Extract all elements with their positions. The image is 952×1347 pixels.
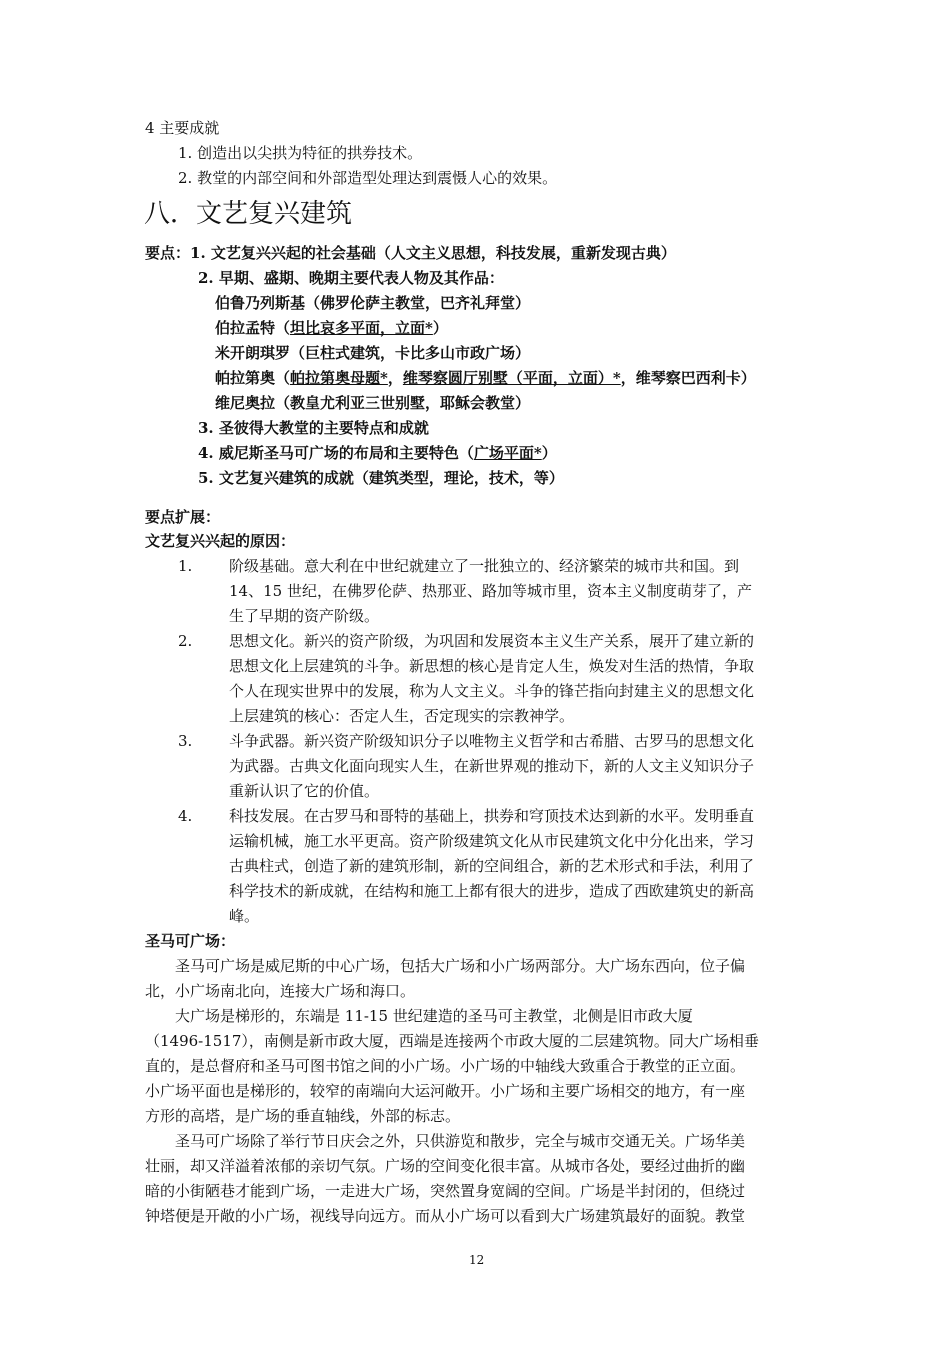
- underlined-text: 广场平面*: [473, 444, 542, 462]
- keypoints-label: 要点：: [145, 244, 191, 262]
- sanmarco-title: 圣马可广场：: [145, 932, 236, 950]
- underlined-text: 坦比哀多平面，立面*: [290, 319, 433, 337]
- text-span: ）: [541, 444, 557, 462]
- expand-label: 要点扩展：: [145, 508, 221, 526]
- text-span: 帕拉第奥（: [215, 369, 291, 387]
- paragraph-line: 暗的小街陋巷才能到广场，一走进大广场，突然置身宽阔的空间。广场是半封闭的，但绕过: [145, 1182, 746, 1200]
- keypoint-1: 1. 文艺复兴兴起的社会基础（人文主义思想，科技发展，重新发现古典）: [190, 244, 676, 262]
- architect-bramante: [215, 318, 448, 338]
- reason-line: 科学技术的新成就，在结构和施工上都有很大的进步，造成了西欧建筑史的新高: [229, 882, 755, 900]
- reason-number: 2.: [178, 632, 193, 650]
- reason-line: 生了早期的资产阶级。: [229, 607, 380, 625]
- section-title: 八．文艺复兴建筑: [144, 199, 353, 229]
- text-span: 4. 威尼斯圣马可广场的布局和主要特色（: [198, 444, 474, 462]
- reason-line: 科技发展。在古罗马和哥特的基础上，拱券和穹顶技术达到新的水平。发明垂直: [229, 807, 755, 825]
- reason-line: 古典柱式，创造了新的建筑形制，新的空间组合，新的艺术形式和手法，利用了: [229, 857, 755, 875]
- reasons-title: 文艺复兴兴起的原因：: [145, 532, 296, 550]
- reason-line: 思想文化。新兴的资产阶级，为巩固和发展资本主义生产关系，展开了建立新的: [229, 632, 755, 650]
- architect-michelangelo: 米开朗琪罗（巨柱式建筑，卡比多山市政广场）: [215, 344, 531, 362]
- architect-vignola: 维尼奥拉（教皇尤利亚三世别墅，耶稣会教堂）: [215, 394, 531, 412]
- reason-line: 思想文化上层建筑的斗争。新思想的核心是肯定人生，焕发对生活的热情，争取: [229, 657, 755, 675]
- reason-number: 4.: [178, 807, 193, 825]
- architect-brunelleschi: 伯鲁乃列斯基（佛罗伦萨主教堂，巴齐礼拜堂）: [215, 294, 531, 312]
- reason-number: 3.: [178, 732, 193, 750]
- keypoint-3: 3. 圣彼得大教堂的主要特点和成就: [198, 419, 429, 437]
- page-number: 12: [469, 1253, 485, 1267]
- reason-line: 重新认识了它的价值。: [229, 782, 380, 800]
- underlined-text: 维琴察圆厅别墅（平面，立面）*: [402, 369, 621, 387]
- paragraph-line: 大广场是梯形的，东端是 11-15 世纪建造的圣马可主教堂，北侧是旧市政大厦: [145, 1007, 693, 1025]
- reason-line: 峰。: [229, 907, 260, 925]
- reason-line: 上层建筑的核心：否定人生，否定现实的宗教神学。: [229, 707, 575, 725]
- paragraph-line: 钟塔便是开敞的小广场，视线导向远方。而从小广场可以看到大广场建筑最好的面貌。教堂: [145, 1207, 746, 1225]
- keypoints-block: [145, 243, 676, 263]
- text-span: ，: [387, 369, 403, 387]
- keypoint-4: [198, 443, 557, 463]
- reason-line: 为武器。古典文化面向现实人生，在新世界观的推动下，新的人文主义知识分子: [229, 757, 755, 775]
- reason-line: 阶级基础。意大利在中世纪就建立了一批独立的、经济繁荣的城市共和国。到: [229, 557, 740, 575]
- paragraph-line: 小广场平面也是梯形的，较窄的南端向大运河敞开。小广场和主要广场相交的地方，有一座: [145, 1082, 746, 1100]
- reason-line: 运输机械，施工水平更高。资产阶级建筑文化从市民建筑文化中分化出来，学习: [229, 832, 755, 850]
- list-item: 1. 创造出以尖拱为特征的拱券技术。: [178, 144, 423, 162]
- underlined-text: 帕拉第奥母题*: [290, 369, 388, 387]
- keypoint-2: 2. 早期、盛期、晚期主要代表人物及其作品：: [198, 269, 504, 287]
- paragraph-line: 直的，是总督府和圣马可图书馆之间的小广场。小广场的中轴线大致重合于教堂的正立面。: [145, 1057, 746, 1075]
- reason-line: 个人在现实世界中的发展，称为人文主义。斗争的锋芒指向封建主义的思想文化: [229, 682, 755, 700]
- keypoint-5: 5. 文艺复兴建筑的成就（建筑类型，理论，技术，等）: [198, 469, 564, 487]
- paragraph-line: （1496-1517），南侧是新市政大厦，西端是连接两个市政大厦的二层建筑物。同大广场相垂: [145, 1032, 759, 1050]
- architect-palladio: [215, 368, 756, 388]
- paragraph-line: 圣马可广场是威尼斯的中心广场，包括大广场和小广场两部分。大广场东西向，位子偏: [145, 957, 746, 975]
- text-span: ）: [432, 319, 448, 337]
- reason-line: 14、15 世纪，在佛罗伦萨、热那亚、路加等城市里，资本主义制度萌芽了，产: [229, 582, 752, 600]
- text-span: 伯拉孟特（: [215, 319, 291, 337]
- paragraph-line: 北，小广场南北向，连接大广场和海口。: [145, 982, 416, 1000]
- text-span: ，维琴察巴西利卡）: [620, 369, 756, 387]
- reason-line: 斗争武器。新兴资产阶级知识分子以唯物主义哲学和古希腊、古罗马的思想文化: [229, 732, 755, 750]
- paragraph-line: 圣马可广场除了举行节日庆会之外，只供游览和散步，完全与城市交通无关。广场华美: [145, 1132, 746, 1150]
- paragraph-line: 方形的高塔，是广场的垂直轴线，外部的标志。: [145, 1107, 461, 1125]
- list-item: 2. 教堂的内部空间和外部造型处理达到震慑人心的效果。: [178, 169, 558, 187]
- reason-number: 1.: [178, 557, 193, 575]
- paragraph-line: 壮丽，却又洋溢着浓郁的亲切气氛。广场的空间变化很丰富。从城市各处，要经过曲折的幽: [145, 1157, 746, 1175]
- subsection-heading: 4 主要成就: [145, 119, 220, 137]
